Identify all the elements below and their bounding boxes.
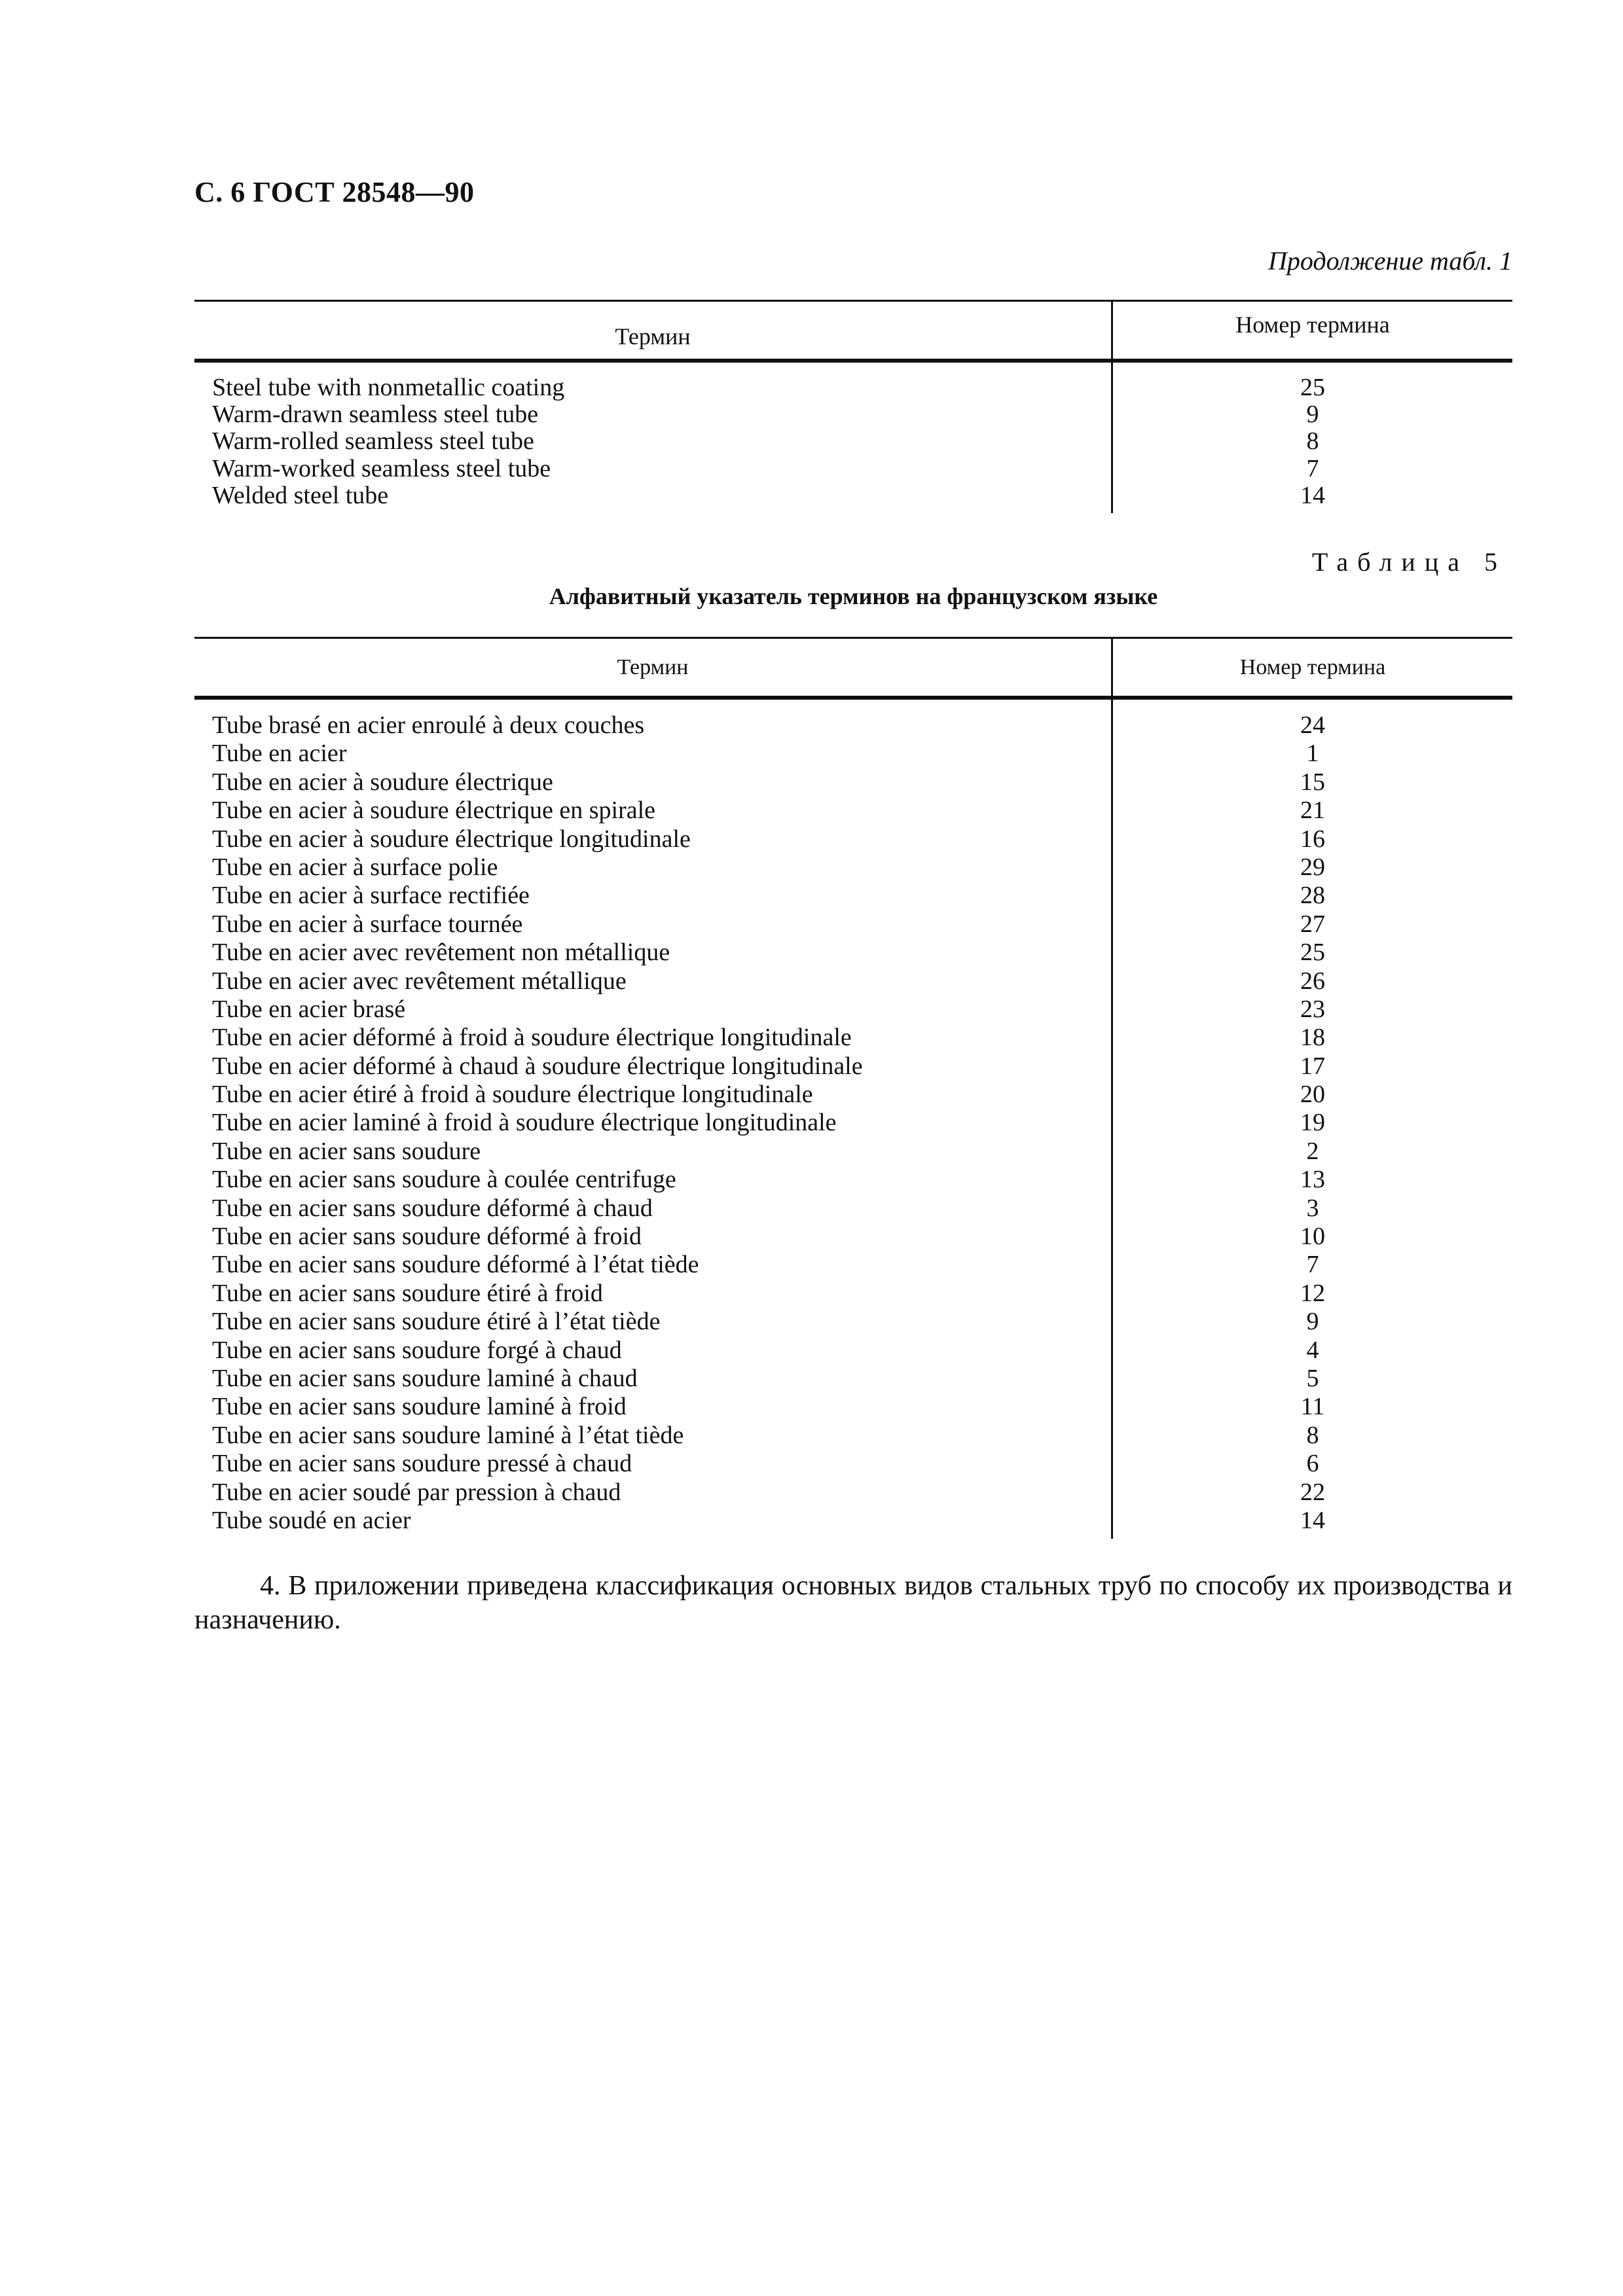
table-row-number: 21	[1300, 797, 1325, 825]
numbers-column	[1113, 363, 1512, 513]
table-row-number: 22	[1300, 1478, 1325, 1506]
table-row-term: Tube en acier à soudure électrique longitudinale	[212, 825, 691, 853]
column-header-number: Номер термина	[1239, 655, 1386, 679]
table-row-term: Tube en acier sans soudure laminé à l’état tiède	[212, 1421, 684, 1449]
table-row-number: 12	[1300, 1279, 1325, 1307]
table-row-number: 1	[1306, 740, 1319, 768]
table-row-number: 23	[1300, 995, 1325, 1023]
terms-table-french	[194, 637, 1512, 1539]
table-row-term: Tube en acier sans soudure à coulée centrifuge	[212, 1166, 676, 1194]
table-row-term: Tube en acier brasé	[212, 995, 406, 1023]
table-row-number: 26	[1300, 967, 1325, 995]
table-row-number: 3	[1306, 1194, 1319, 1222]
table-body	[194, 700, 1512, 1539]
table-row-term: Tube en acier sans soudure déformé à l’état tiède	[212, 1251, 699, 1279]
table-row-number: 25	[1300, 939, 1325, 967]
table-row-number: 28	[1300, 882, 1325, 910]
table-row-term: Tube soudé en acier	[212, 1506, 411, 1534]
table-row-number: 19	[1300, 1109, 1325, 1137]
table-row-term: Tube en acier avec revêtement métallique	[212, 967, 627, 995]
table-row-term: Tube en acier à soudure électrique	[212, 768, 553, 796]
table-row-number: 7	[1306, 1251, 1319, 1279]
table-row-number: 11	[1300, 1393, 1325, 1421]
table-title: Алфавитный указатель терминов на французском языке	[549, 583, 1158, 609]
table-row-term: Tube en acier sans soudure déformé à chaud	[212, 1194, 653, 1222]
table-row-number: 15	[1300, 768, 1325, 796]
column-header-term: Термин	[194, 639, 1113, 696]
table-row-term: Tube en acier étiré à froid à soudure électrique longitudinale	[212, 1081, 813, 1109]
table-row-term: Tube en acier sans soudure étiré à froid	[212, 1279, 603, 1307]
table-row-term: Warm-rolled seamless steel tube	[212, 427, 534, 456]
body-paragraph: 4. В приложении приведена классификация основных видов стальных труб по способу их производства и назначению.	[194, 1571, 1512, 1635]
table-row-number: 25	[1300, 374, 1325, 401]
table-row-number: 2	[1306, 1137, 1319, 1165]
table-row-term: Steel tube with nonmetallic coating	[212, 374, 565, 401]
table-row-number: 6	[1306, 1450, 1319, 1478]
table-row-term: Tube en acier avec revêtement non métallique	[212, 939, 670, 967]
table-label: Таблица 5	[1311, 547, 1506, 577]
table-row-term: Tube en acier déformé à chaud à soudure électrique longitudinale	[212, 1052, 863, 1080]
continuation-label: Продолжение табл. 1	[1267, 246, 1512, 276]
table-row-term: Tube en acier soudé par pression à chaud	[212, 1478, 621, 1506]
table-row-term: Tube en acier à surface polie	[212, 853, 498, 881]
table-header-row	[194, 639, 1512, 696]
table-row-number: 10	[1300, 1223, 1325, 1251]
table-row-number: 8	[1306, 1421, 1319, 1449]
terms-table-english	[194, 300, 1512, 513]
table-row-term: Tube brasé en acier enroulé à deux couches	[212, 711, 645, 739]
table-row-term: Warm-drawn seamless steel tube	[212, 401, 539, 429]
table-row-term: Tube en acier sans soudure étiré à l’état tiède	[212, 1308, 661, 1336]
table-row-term: Warm-worked seamless steel tube	[212, 454, 551, 482]
table-row-number: 4	[1306, 1336, 1319, 1364]
table-row-number: 7	[1306, 454, 1319, 482]
table-row-number: 14	[1300, 481, 1325, 509]
table-row-term: Tube en acier à surface rectifiée	[212, 882, 530, 910]
table-row-term: Tube en acier sans soudure laminé à froid	[212, 1393, 627, 1421]
table-row-number: 18	[1300, 1024, 1325, 1052]
table-body	[194, 363, 1512, 513]
table-row-term: Tube en acier sans soudure pressé à chaud	[212, 1450, 632, 1478]
table-row-number: 16	[1300, 825, 1325, 853]
table-row-number: 24	[1300, 711, 1325, 739]
table-row-number: 27	[1300, 910, 1325, 938]
table-row-term: Tube en acier déformé à froid à soudure électrique longitudinale	[212, 1024, 852, 1052]
table-row-term: Tube en acier à soudure électrique en spirale	[212, 797, 656, 825]
table-row-number: 8	[1306, 427, 1319, 456]
table-row-number: 14	[1300, 1506, 1325, 1534]
page-header: С. 6 ГОСТ 28548—90	[194, 176, 475, 208]
table-row-term: Tube en acier	[212, 740, 347, 768]
table-row-number: 9	[1306, 1308, 1319, 1336]
table-row-term: Tube en acier sans soudure déformé à froid	[212, 1223, 642, 1251]
table-row-term: Welded steel tube	[212, 481, 389, 509]
table-row-term: Tube en acier sans soudure	[212, 1137, 481, 1165]
table-row-term: Tube en acier sans soudure forgé à chaud	[212, 1336, 622, 1364]
table-row-number: 17	[1300, 1052, 1325, 1080]
column-header-number: Номер термина	[1235, 311, 1390, 338]
numbers-column	[1113, 700, 1512, 1539]
table-row-number: 20	[1300, 1081, 1325, 1109]
table-row-term: Tube en acier sans soudure laminé à chaud	[212, 1364, 638, 1392]
table-row-number: 13	[1300, 1166, 1325, 1194]
terms-column	[194, 363, 1113, 513]
column-header-term: Термин	[194, 302, 1113, 359]
terms-column	[194, 700, 1113, 1539]
table-header-row	[194, 302, 1512, 359]
table-row-number: 29	[1300, 853, 1325, 881]
table-row-term: Tube en acier laminé à froid à soudure électrique longitudinale	[212, 1109, 837, 1137]
table-row-number: 5	[1306, 1364, 1319, 1392]
table-row-term: Tube en acier à surface tournée	[212, 910, 523, 938]
table-row-number: 9	[1306, 401, 1319, 429]
